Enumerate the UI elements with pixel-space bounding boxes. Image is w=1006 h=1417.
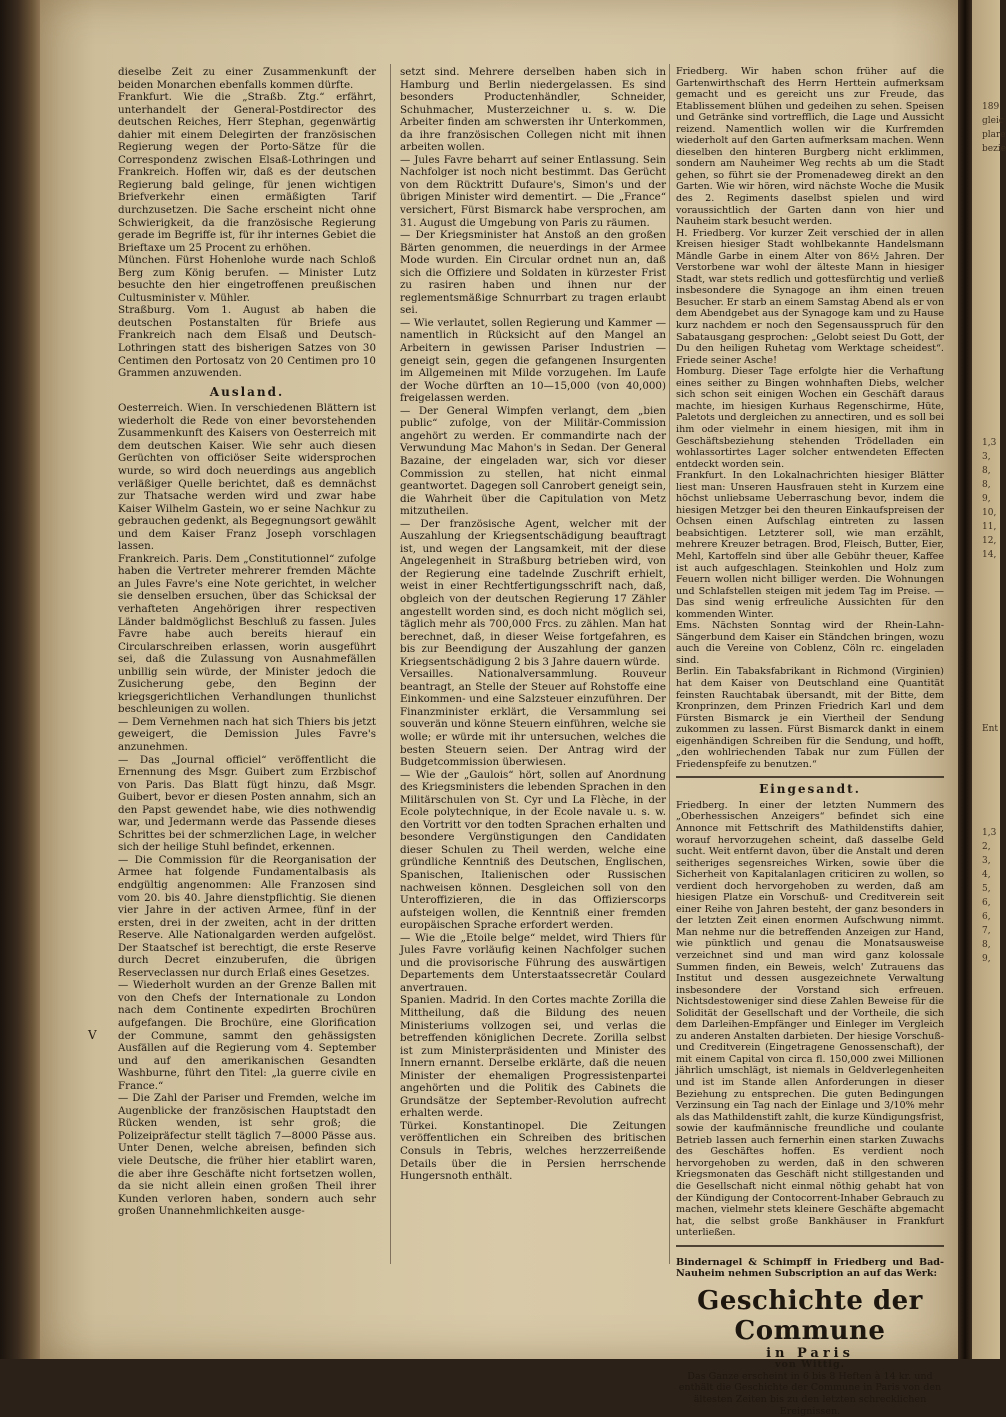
fragment: 1,3 (982, 438, 997, 448)
fragment: 10, (982, 508, 997, 518)
paragraph: — Der französische Agent, welcher mit der Auszahlung der Kriegsentschädigung beauftragt ist, und wegen der Langsamkeit, mit der diese Angelegenheit in Straßburg betrieben wird, von der Regierung eine tadelnde Zuschrift erhielt, weist in einer Rechtfertigungsschrift nach, daß, obgleich von der deutschen Regierung 17 Zähler angestellt worden sind, es doch nicht möglich sei, täglich mehr als 700,000 Frcs. zu zählen. Man hat berechnet, daß, in dieser Weise fortgefahren, es bis zur Beendigung der Auszahlung der ganzen Kriegsentschädigung 2 bis 3 Jahre dauern würde. (400, 517, 666, 668)
paragraph: Frankfurt. In den Lokalnachrichten hiesiger Blätter liest man: Unseren Hausfrauen steht in Kurzem eine höchst unliebsame Ueberraschung bevor, indem die hiesigen Metzger bei den theuren Einkaufspreisen der Ochsen einen Aufschlag eintreten zu lassen beabsichtigen. Letzterer soll, wie man erzählt, mehrere Kreuzer betragen. Brod, Fleisch, Butter, Eier, Mehl, Kartoffeln sind über alle Gebühr theuer, Kaffee ist auch aufgeschlagen. Steinkohlen und Holz zum Feuern wollen nicht billiger werden. Die Wohnungen und Schlafstellen steigen mit jedem Tag im Preise. — Das sind wenig erfreuliche Aussichten für den kommenden Winter. (676, 470, 944, 620)
fragment: 4, (982, 870, 991, 880)
paragraph: — Die Commission für die Reorganisation der Armee hat folgende Fundamentalbasis als endgültig angenommen: Alle Franzosen sind vom 20. bis 40. Jahre dienstpflichtig. Sie dienen vier Jahre in der activen Armee, fünf in der ersten, drei in der zweiten, acht in der dritten Reserve. Alle Nationalgarden werden aufgelöst. Der Staatschef ist berechtigt, die erste Reserve durch Decret einzuberufen, die übrigen Reserveclassen nur durch Erlaß eines Gesetzes. (118, 853, 376, 979)
paragraph: — Wie die „Etoile belge“ meldet, wird Thiers für Jules Favre vorläufig keinen Nachfolger suchen und die provisorische Führung des auswärtigen Departements dem Unterstaatssecretär Coulard anvertrauen. (400, 931, 666, 994)
advertisement (676, 1257, 944, 1417)
paragraph: Versailles. Nationalversammlung. Rouveur beantragt, an Stelle der Steuer auf Rohstoffe eine Einkommen- und eine Salzsteuer einzuführen. Der Finanzminister erklärt, die Versammlung sei souverän und könne Steuern einführen, welche sie wolle; er würde mit ihr untersuchen, welches die besten Steuern seien. Der Antrag wird der Budgetcommission überwiesen. (400, 668, 666, 769)
fragment: 9, (982, 494, 991, 504)
fragment: 8, (982, 940, 991, 950)
paragraph: Homburg. Dieser Tage erfolgte hier die Verhaftung eines seither zu Bingen wohnhaften Diebs, welcher sich schon seit einigen Wochen ein Geschäft daraus machte, im hiesigen Kurhaus Regenschirme, Hüte, Paletots und dergleichen zu annectiren, und es soll bei ihm oder vielmehr in einem hiesigen, mit ihm in Geschäftsbeziehung stehenden Trödelladen ein wohlassortirtes Lager solcher entwendeten Effecten entdeckt worden sein. (676, 366, 944, 470)
fragment: plare (982, 130, 1006, 140)
adjacent-page-fragments (982, 100, 1006, 966)
column-rule (390, 64, 391, 1264)
paragraph: Frankreich. Paris. Dem „Constitutionnel“ zufolge haben die Vertreter mehrerer fremden Mächte an Jules Favre's eine Note gerichtet, in welcher sie denselben ersuchen, über das Schicksal der verhafteten Angehörigen ihrer respectiven Länder baldmöglichst Beschluß zu fassen. Jules Favre habe auch bereits hierauf ein Circularschreiben erlassen, worin ausgeführt sei, daß die Zulassung von Ausnahmefällen unbillig sein würde, der Minister jedoch die Zusicherung gebe, den Beginn der kriegsgerichtlichen Verhandlungen thunlichst beschleunigen zu wollen. (118, 552, 376, 716)
paragraph: München. Fürst Hohenlohe wurde nach Schloß Berg zum König berufen. — Minister Lutz besuchte den hier eingetroffenen preußischen Cultusminister v. Mühler. (118, 254, 376, 304)
fragment: 3, (982, 452, 991, 462)
fragment: 2, (982, 842, 991, 852)
fragment: 5, (982, 884, 991, 894)
section-heading-ausland: Ausland. (209, 384, 285, 399)
fragment: gleic (982, 116, 1004, 126)
paragraph: — Das „Journal officiel“ veröffentlicht die Ernennung des Msgr. Guibert zum Erzbischof von Paris. Das Blatt fügt hinzu, daß Msgr. Guibert, bevor er diesen Posten annahm, sich an den Papst gewendet habe, wie dies nothwendig war, und Jedermann werde das Passende dieses Schrittes bei der schmerzlichen Lage, in welcher sich der heilige Stuhl befindet, erkennen. (118, 753, 376, 854)
fragment: 3, (982, 856, 991, 866)
paragraph: — Dem Vernehmen nach hat sich Thiers bis jetzt geweigert, die Demission Jules Favre's anzunehmen. (118, 715, 376, 753)
fragment: 12, (982, 536, 997, 546)
paragraph: — Wie der „Gaulois“ hört, sollen auf Anordnung des Kriegsministers die lebenden Sprachen in den Militärschulen von St. Cyr und La Flèche, in der Ecole polytechnique, in der Ecole navale u. s. w. den Vortritt vor den todten Sprachen erhalten und besondere Vergünstigungen den Candidaten dieser Schulen zu Theil werden, welche eine gründliche Kenntniß des Deutschen, Englischen, Spanischen, Italienischen oder Russischen nachweisen können. Desgleichen soll von den Unteroffizieren, die in das Offizierscorps aufsteigen wollen, die Kenntniß einer fremden europäischen Sprache erfordert werden. (400, 768, 666, 932)
paragraph: — Jules Favre beharrt auf seiner Entlassung. Sein Nachfolger ist noch nicht bestimmt. Das Gerücht von dem Rücktritt Dufaure's, Simon's und der übrigen Minister wird dementirt. — Die „France“ versichert, Fürst Bismarck habe versprochen, am 31. August die Umgebung von Paris zu räumen. (400, 153, 666, 229)
paragraph: H. Friedberg. Vor kurzer Zeit verschied der in allen Kreisen hiesiger Stadt wohlbekannte Handelsmann Mändle Garbe in einem Alter von 86½ Jahren. Der Verstorbene war wohl der älteste Mann in hiesiger Stadt, war stets redlich und gottesfürchtig und verließ insbesondere die Synagoge an ihm einen treuen Besucher. Er starb an einem Samstag Abend als er von dem Abendgebet aus der Synagoge kam und zu Hause kurz nachdem er noch den Segensausspruch für den Sabatausgang gesprochen: „Gelobt seiest Du Gott, der Du den heiligen Ruhetag vom Werktage scheidest“. Friede seiner Asche! (676, 227, 944, 366)
ad-heading: Bindernagel & Schimpff in Friedberg und Bad-Nauheim nehmen Subscription an auf das Werk: (676, 1256, 944, 1280)
paragraph: — Wie verlautet, sollen Regierung und Kammer — namentlich in Rücksicht auf den Mangel an Arbeitern in gewissen Pariser Industrien — geneigt sein, gegen die gefangenen Insurgenten im Allgemeinen mit Milde vorzugehen. Im Laufe der Woche dürften an 10—15,000 (von 40,000) freigelassen werden. (400, 316, 666, 405)
paragraph: — Die Zahl der Pariser und Fremden, welche im Augenblicke der französischen Hauptstadt den Rücken wenden, ist sehr groß; die Polizeipräfectur stellt täglich 7—8000 Pässe aus. Unter Denen, welche abreisen, befinden sich viele Deutsche, die früher hier etablirt waren, die aber ihre Geschäfte nicht fortsetzen wollen, da sie nicht allein einen großen Theil ihrer Kunden verloren haben, sondern auch sehr großen Unannehmlichkeiten ausge- (118, 1092, 376, 1218)
fragment: 8, (982, 480, 991, 490)
divider (676, 1245, 944, 1247)
page-gutter (958, 0, 972, 1359)
column-1 (118, 66, 376, 1218)
ad-subtitle: in Paris (766, 1345, 854, 1361)
section-heading-eingesandt: Eingesandt. (759, 782, 861, 797)
paragraph: Spanien. Madrid. In den Cortes machte Zorilla die Mittheilung, daß die Bildung des neuen Ministeriums vollzogen sei, und verlas die betreffenden königlichen Decrete. Zorilla selbst ist zum Ministerpräsidenten und Minister des Innern ernannt. Derselbe erklärte, daß die neuen Minister der ehemaligen Progressistenpartei angehörten und die Politik des Cabinets die Grundsätze der September-Revolution aufrecht erhalten werde. (400, 994, 666, 1120)
ad-body: Das Ganze erscheint in 6 bis 8 Heften à 14 kr. und enthält die Geschichte der Commune in Paris von den ältesten Zeiten bis zu den letzten schrecklichen Ereignissen. (678, 1370, 942, 1417)
fragment: 6, (982, 912, 991, 922)
paragraph: dieselbe Zeit zu einer Zusammenkunft der beiden Monarchen ebenfalls kommen dürfte. (118, 66, 376, 91)
book-binding (0, 0, 40, 1359)
fragment: bezie (982, 144, 1006, 154)
fragment: 1,3 (982, 828, 997, 838)
divider (676, 776, 944, 778)
fragment: Ent (982, 724, 998, 734)
fragment: 6, (982, 898, 991, 908)
column-3 (676, 66, 944, 1417)
paragraph: Oesterreich. Wien. In verschiedenen Blättern ist wiederholt die Rede von einer bevorstehenden Zusammenkunft des Kaisers von Oesterreich mit dem deutschen Kaiser. Wie sehr auch diesen Gerüchten von officiöser Seite widersprochen wurde, so wird doch neuerdings aus angeblich verläßiger Quelle berichtet, daß es demnächst zur Thatsache werden wird und zwar habe Kaiser Wilhelm Gastein, wo er seine Nachkur zu gebrauchen gedenkt, als Begegnungsort gewählt und dem Kaiser Franz Joseph vorschlagen lassen. (118, 402, 376, 553)
paragraph: Straßburg. Vom 1. August ab haben die deutschen Postanstalten für Briefe aus Frankreich nach dem Elsaß und Deutsch-Lothringen statt des bisherigen Satzes von 30 Centimen den Portosatz von 20 Centimen pro 10 Grammen anzuwenden. (118, 304, 376, 380)
ad-title: Geschichte der Commune (697, 1285, 923, 1346)
paragraph: Berlin. Ein Tabaksfabrikant in Richmond (Virginien) hat dem Kaiser von Deutschland eine Quantität feinsten Rauchtabak übersandt, mit der Bitte, dem Kronprinzen, dem Prinzen Friedrich Karl und dem Fürsten Bismarck je ein Viertheil der Sendung zukommen zu lassen. Fürst Bismarck dankt in einem eigenhändigen Schreiben für die Sendung, und hofft, „den wohlriechenden Tabak nur zum Füllen der Friedenspfeife zu benutzen.“ (676, 666, 944, 770)
paragraph: Friedberg. Wir haben schon früher auf die Gartenwirthschaft des Herrn Herttein aufmerksam gemacht und es gereicht uns zur Freude, das Etablissement blühen und gedeihen zu sehen. Speisen und Getränke sind vortrefflich, die Lage und Aussicht reizend. Namentlich wollen wir die Kurfremden wiederholt auf den Garten aufmerksam machen. Wenn dieselben den hinteren Burgberg nicht erklimmen, sondern am Nauheimer Weg rechts ab um die Stadt gehen, so führt sie der Promenadeweg direkt an den Garten. Wie wir hören, wird nächste Woche die Musik des 2. Regiments daselbst spielen und wird voraussichtlich der Garten dann von hier und Nauheim stark besucht werden. (676, 66, 944, 228)
ad-author: von Wittig. (774, 1359, 846, 1371)
paragraph: — Der General Wimpfen verlangt, dem „bien public“ zufolge, von der Militär-Commission angehört zu werden. Er commandirte nach der Verwundung Mac Mahon's in Sedan. Der General Bazaine, der eingeladen war, sich vor dieser Commission zu stellen, hat nicht einmal geantwortet. Dagegen soll Canrobert geneigt sein, die Wahrheit über die Capitulation von Metz mitzutheilen. (400, 404, 666, 518)
fragment: 11, (982, 522, 997, 532)
margin-mark: V (88, 1028, 97, 1042)
paragraph: — Der Kriegsminister hat Anstoß an den großen Bärten genommen, die neuerdings in der Armee Mode wurden. Ein Circular ordnet nun an, daß sich die Offiziere und Soldaten in kürzester Frist zu rasiren haben und ihnen nur der reglementsmäßige Schnurrbart zu tragen erlaubt sei. (400, 229, 666, 317)
paragraph: Ems. Nächsten Sonntag wird der Rhein-Lahn-Sängerbund dem Kaiser ein Ständchen bringen, wozu auch die Vereine von Coblenz, Cöln rc. eingeladen sind. (676, 620, 944, 666)
paragraph: Friedberg. In einer der letzten Nummern des „Oberhessischen Anzeigers“ befindet sich eine Annonce mit Fettschrift des Mathildenstifts dahier, worauf hervorzugehen scheint, daß dasselbe Geld sucht. Weit entfernt davon, über die Anstalt und deren seitheriges segensreiches Wirken, sowie über die Sicherheit von Kapitalanlagen criticiren zu wollen, so verdient doch hervorgehoben zu werden, daß am hiesigen Platze ein Vorschuß- und Creditverein seit einer Reihe von Jahren besteht, der ganz besonders in der letzten Zeit einen enormen Aufschwung nimmt. Man nehme nur die betreffenden Anzeigen zur Hand, wie pünktlich und genau die Monatsausweise verzeichnet sind und man wird ganz kolossale Summen finden, ein Beweis, welch' Zutrauens das Institut und dessen ausgezeichnete Verwaltung insbesondere der Vorstand sich erfreuen. Nichtsdestoweniger sind diese Zahlen Beweise für die Solidität der Gesellschaft und der Vortheile, die sich dem Darleihen-Empfänger und Einleger im Vergleich zu anderen Anstalten darbieten. Der hiesige Vorschuß- und Creditverein (Eingetragene Genossenschaft), der mit einem Capital von circa fl. 150,000 zwei Millionen jährlich umschlägt, ist niemals in Geldverlegenheiten und ist im Stande allen Anforderungen in dieser Beziehung zu entsprechen. Die guten Bedingungen Verzinsung ein Tag nach der Einlage und 3/10% mehr als das Mathildenstift zahlt, die kurze Kündigungsfrist, sowie der kaufmännische freundliche und coulante Betrieb lassen auch fernerhin einen starken Zuwachs des Geschäftes hoffen. Es verdient noch hervorgehoben zu werden, daß in den schweren Kriegsmonaten das Geschäft nicht stillgestanden und die Gesellschaft nicht einmal nöthig gehabt hat von der Kündigung der Contocorrent-Inhaber Gebrauch zu machen, vielmehr stets kleinere Geschäfte abgemacht hat, die selbst große Bankhäuser in Frankfurt unterließen. (676, 799, 945, 1239)
paragraph: — Wiederholt wurden an der Grenze Ballen mit von den Chefs der Internationale zu London nach dem Continente expedirten Brochüren aufgefangen. Die Brochüre, eine Glorification der Commune, sammt den gehässigsten Ausfällen auf die Regierung vom 4. September und auf den amerikanischen Gesandten Washburne, führt den Titel: „la guerre civile en France.“ (118, 979, 376, 1092)
paragraph: Frankfurt. Wie die „Straßb. Ztg.“ erfährt, unterhandelt der General-Postdirector des deutschen Reiches, Herr Stephan, gegenwärtig dahier mit einem Delegirten der französischen Regierung wegen der Porto-Sätze für die Correspondenz zwischen Elsaß-Lothringen und Frankreich. Hoffen wir, daß es der deutschen Regierung bald gelinge, für jenen wichtigen Briefverkehr einen ermäßigten Tarif durchzusetzen. Die Sache erscheint nicht ohne Schwierigkeit, da die französische Regierung gerade im Begriffe ist, für ihr internes Gebiet die Brieftaxe um 25 Procent zu erhöhen. (118, 91, 376, 254)
fragment: 9, (982, 954, 991, 964)
paragraph: Türkei. Konstantinopel. Die Zeitungen veröffentlichen ein Schreiben des britischen Consuls in Tebris, welches herzzerreißende Details über die in Persien herrschende Hungersnoth enthält. (400, 1119, 666, 1183)
fragment: 189 (982, 102, 1000, 112)
column-rule (669, 64, 670, 1264)
fragment: 8, (982, 466, 991, 476)
paragraph: setzt sind. Mehrere derselben haben sich in Hamburg und Berlin niedergelassen. Es sind besonders Productenhändler, Schneider, Schuhmacher, Musterzeichner u. s. w. Die Arbeiter finden am schwersten ihr Unterkommen, da ihre französischen Collegen nicht mit ihnen arbeiten wollen. (400, 66, 666, 154)
fragment: 7, (982, 926, 991, 936)
fragment: 14, (982, 550, 997, 560)
column-2 (400, 66, 666, 1183)
